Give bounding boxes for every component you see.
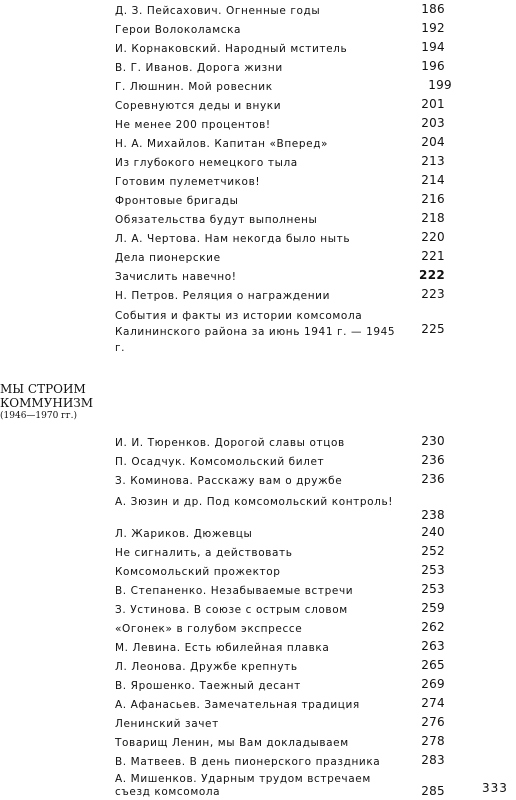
toc-entry-page: 214 <box>421 173 445 187</box>
toc-entry <box>115 584 445 602</box>
toc-entry-title: События и факты из истории комсомола Калининского района за июнь 1941 г. — 1945 г. <box>115 310 396 354</box>
toc-entry-page: 223 <box>421 287 445 301</box>
toc-entry <box>115 546 445 564</box>
toc-entry <box>115 660 445 678</box>
toc-entry-title: В. Степаненко. Незабываемые встречи <box>115 585 354 597</box>
toc-entry-page: 196 <box>421 59 445 73</box>
toc-entry <box>115 78 452 98</box>
toc-entry <box>115 308 445 354</box>
toc-entry-page: 259 <box>421 601 445 615</box>
toc-entry-page: 225 <box>421 322 445 336</box>
toc-entry-page: 278 <box>421 734 445 748</box>
toc-entry-title: Л. А. Чертова. Нам некогда было ныть <box>115 233 351 245</box>
toc-entry-title: Ленинский зачет <box>115 718 219 730</box>
toc-entry-title: П. Осадчук. Комсомольский билет <box>115 456 325 468</box>
toc-entry-page: 203 <box>421 116 445 130</box>
toc-entry <box>115 679 445 697</box>
toc-entry <box>115 213 445 231</box>
toc-entry <box>115 232 445 250</box>
toc-entry-title: Г. Люшнин. Мой ровесник <box>115 81 273 93</box>
toc-entry-title: В. Ярошенко. Таежный десант <box>115 680 301 692</box>
toc-entry-page: 218 <box>421 211 445 225</box>
toc-entry-title: Герои Волоколамска <box>115 24 242 36</box>
toc-entry-page: 269 <box>421 677 445 691</box>
toc-entry-title: В. Г. Иванов. Дорога жизни <box>115 62 283 74</box>
toc-entry <box>115 118 445 136</box>
toc-entry-page: 265 <box>421 658 445 672</box>
toc-entry-page: 236 <box>421 472 445 486</box>
toc-entry-page: 186 <box>421 2 445 16</box>
toc-entry-page: 236 <box>421 453 445 467</box>
toc-entry-title: Соревнуются деды и внуки <box>115 100 282 112</box>
toc-entry-title: Не менее 200 процентов! <box>115 119 271 131</box>
toc-entry-page: 274 <box>421 696 445 710</box>
toc-entry <box>115 156 445 174</box>
toc-entry-page: 262 <box>421 620 445 634</box>
toc-entry-title: В. Матвеев. В день пионерского праздника <box>115 756 381 768</box>
toc-entry-title: А. Мишенков. Ударным трудом встречаем съезд комсомола <box>115 773 371 798</box>
toc-entry-page: 285 <box>421 784 445 798</box>
toc-entry <box>115 603 445 621</box>
toc-entry <box>115 436 445 454</box>
toc-entry-page: 283 <box>421 753 445 767</box>
toc-entry <box>115 251 445 269</box>
toc-entry-page: 263 <box>421 639 445 653</box>
toc-entry-page: 221 <box>421 249 445 263</box>
toc-entry-page: 238 <box>421 508 445 522</box>
toc-entry-title: Д. З. Пейсахович. Огненные годы <box>115 5 321 17</box>
toc-entry-title: Готовим пулеметчиков! <box>115 176 261 188</box>
toc-entry <box>115 773 445 800</box>
toc-entry-title: Л. Жариков. Дюжевцы <box>115 528 253 540</box>
toc-entry <box>115 61 445 79</box>
toc-entry <box>115 289 445 307</box>
toc-entry-title: Комсомольский прожектор <box>115 566 281 578</box>
toc-entry-title: Не сигналить, а действовать <box>115 547 293 559</box>
page-number: 333 <box>482 781 508 795</box>
toc-entry-title: Н. А. Михайлов. Капитан «Вперед» <box>115 138 329 150</box>
toc-entry-title: И. Корнаковский. Народный мститель <box>115 43 348 55</box>
toc-entry-title: А. Зюзин и др. Под комсомольский контроль! <box>115 496 394 508</box>
toc-entry-page: 199 <box>428 78 452 92</box>
toc-entry-title: Дела пионерские <box>115 252 221 264</box>
toc-entry <box>115 474 445 492</box>
toc-entry-page: 276 <box>421 715 445 729</box>
toc-entry <box>115 527 445 545</box>
toc-entry-title: Л. Леонова. Дружбе крепнуть <box>115 661 298 673</box>
toc-entry-page: 192 <box>421 21 445 35</box>
toc-entry-title: А. Афанасьев. Замечательная традиция <box>115 699 360 711</box>
toc-entry-page: 213 <box>421 154 445 168</box>
toc-entry <box>115 42 445 60</box>
toc-entry <box>115 455 445 473</box>
toc-entry-page: 253 <box>421 563 445 577</box>
toc-entry-page: 194 <box>421 40 445 54</box>
toc-entry <box>115 137 445 155</box>
toc-entry <box>115 565 445 583</box>
toc-entry-page: 216 <box>421 192 445 206</box>
toc-entry <box>115 622 445 640</box>
toc-entry <box>115 99 445 117</box>
toc-entry-page: 230 <box>421 434 445 448</box>
section-heading-line2: КОММУНИЗМ <box>0 396 94 410</box>
section-heading-years: (1946—1970 гг.) <box>0 411 77 421</box>
toc-entry <box>115 175 445 193</box>
toc-entry <box>115 717 445 735</box>
toc-entry-title: И. И. Тюренков. Дорогой славы отцов <box>115 437 345 449</box>
toc-entry-title: З. Устинова. В союзе с острым словом <box>115 604 348 616</box>
toc-entry <box>115 641 445 659</box>
section-heading <box>0 382 110 422</box>
toc-entry <box>115 194 445 212</box>
toc-entry-page: 253 <box>421 582 445 596</box>
section-heading-line1: МЫ СТРОИМ <box>0 382 86 396</box>
toc-entry-title: З. Коминова. Расскажу вам о дружбе <box>115 475 343 487</box>
toc-entry <box>115 4 445 22</box>
toc-entry-page: 222 <box>419 268 445 282</box>
toc-entry-title: Фронтовые бригады <box>115 195 239 207</box>
toc-entry-title: «Огонек» в голубом экспрессе <box>115 623 303 635</box>
toc-entry-title: Обязательства будут выполнены <box>115 214 318 226</box>
toc-entry-title: Зачислить навечно! <box>115 271 237 283</box>
toc-entry-title: Из глубокого немецкого тыла <box>115 157 298 169</box>
toc-entry <box>115 736 445 754</box>
toc-entry-page: 201 <box>421 97 445 111</box>
toc-entry <box>115 494 445 528</box>
toc-entry-page: 204 <box>421 135 445 149</box>
toc-entry-page: 252 <box>421 544 445 558</box>
toc-entry <box>115 755 445 773</box>
toc-entry-title: М. Левина. Есть юбилейная плавка <box>115 642 330 654</box>
toc-entry <box>115 23 445 41</box>
toc-entry-page: 240 <box>421 525 445 539</box>
toc-entry-page: 220 <box>421 230 445 244</box>
toc-entry-title: Товарищ Ленин, мы Вам докладываем <box>115 737 349 749</box>
toc-entry <box>115 270 445 288</box>
toc-entry-title: Н. Петров. Реляция о награждении <box>115 290 331 302</box>
toc-entry <box>115 698 445 716</box>
